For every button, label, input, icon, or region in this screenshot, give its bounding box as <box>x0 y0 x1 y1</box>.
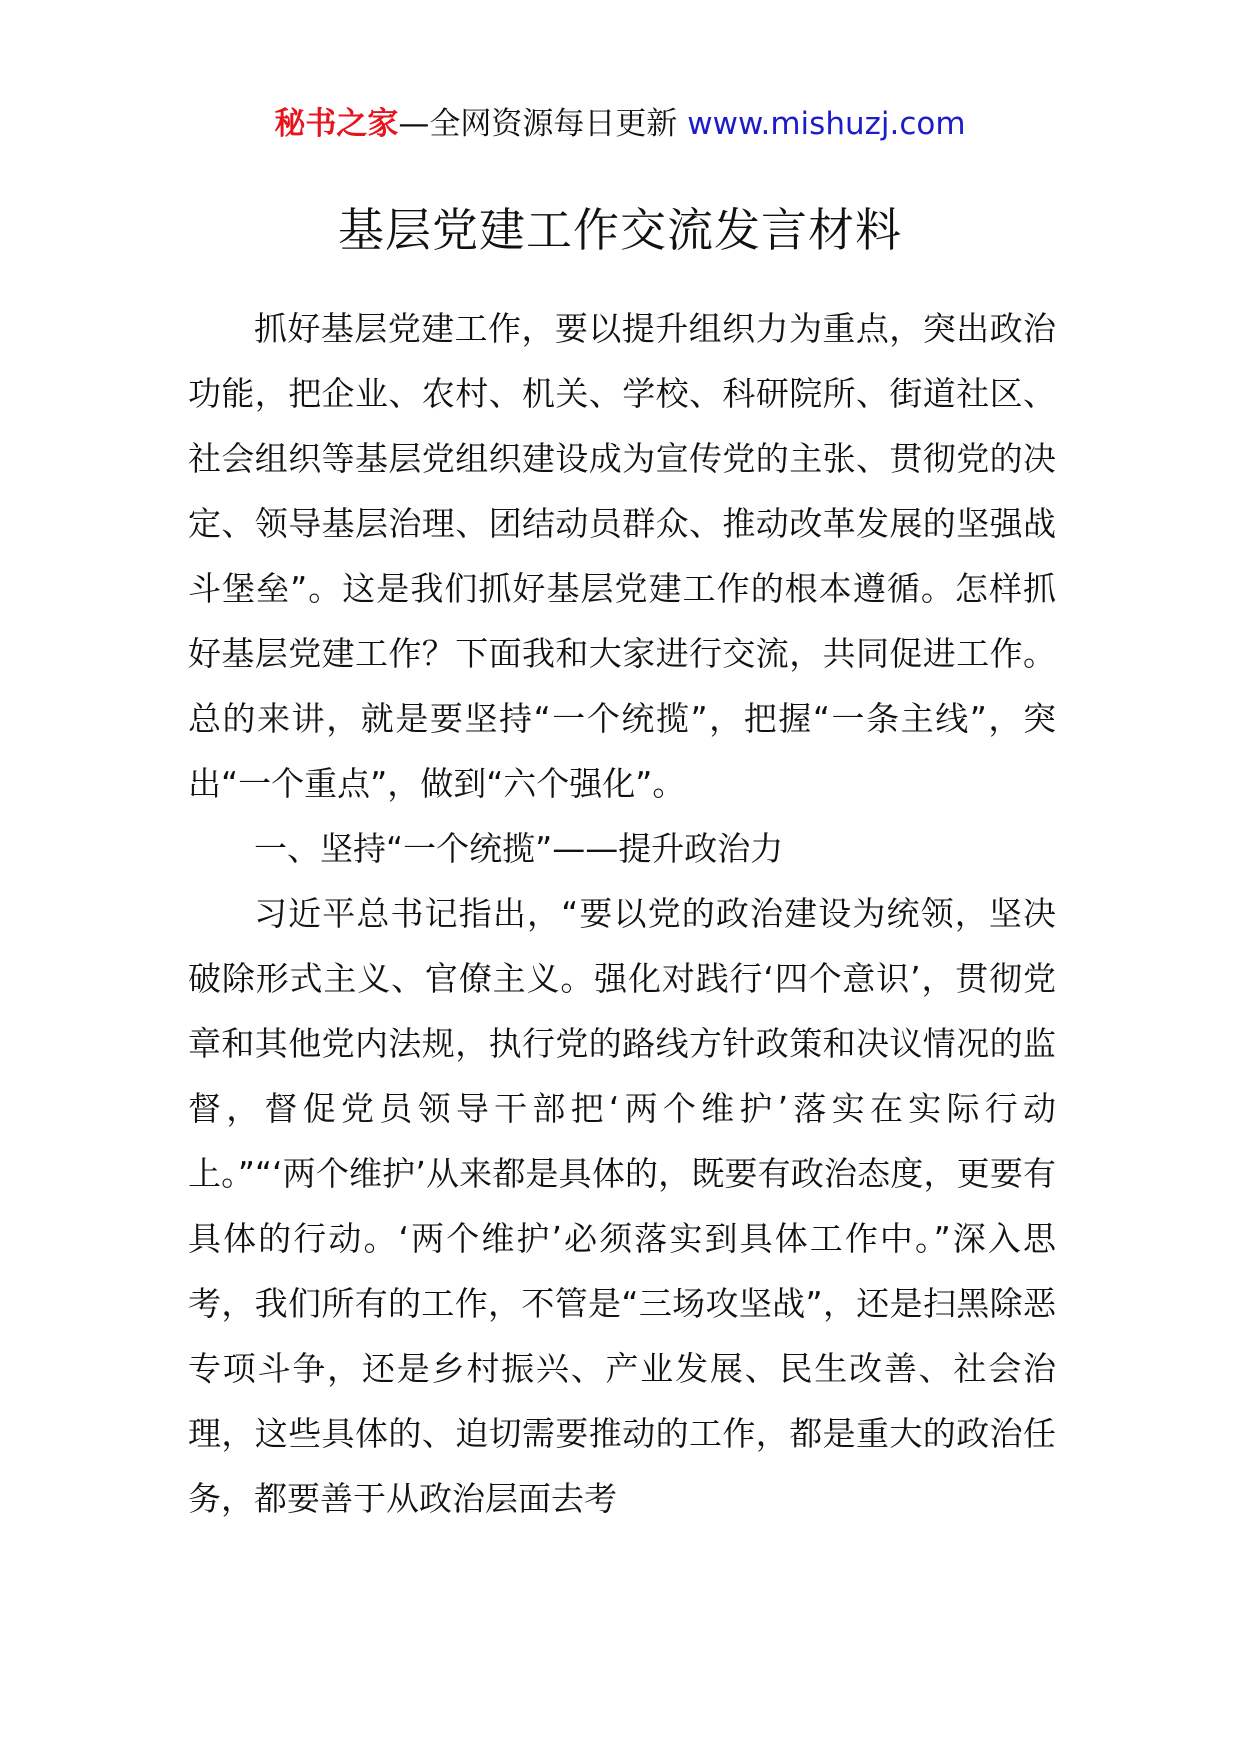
site-brand: 秘书之家 <box>274 106 399 142</box>
site-url-link[interactable]: www.mishuzj.com <box>687 106 966 142</box>
site-tagline: —全网资源每日更新 <box>398 106 678 142</box>
site-header <box>0 102 1240 146</box>
section-heading-1: 一、坚持“一个统揽”——提升政治力 <box>254 829 784 868</box>
paragraph-section-1: 习近平总书记指出，“要以党的政治建设为统领，坚决破除形式主义、官僚主义。强化对践行‘四个意识’，贯彻党章和其他党内法规，执行党的路线方针政策和决议情况的监督，督促党员领导干部把‘两个维护’落实在实际行动上。”“‘两个维护’从来都是具体的，既要有政治态度，更要有具体的行动。‘两个维护’必须落实到具体工作中。”深入思考，我们所有的工作，不管是“三场攻坚战”，还是扫黑除恶专项斗争，还是乡村振兴、产业发展、民生改善、社会治理，这些具体的、迫切需要推动的工作，都是重大的政治任务，都要善于从政治层面去考 <box>188 894 1056 1518</box>
document-body <box>188 296 1056 1531</box>
document-title: 基层党建工作交流发言材料 <box>338 203 902 257</box>
paragraph-intro: 抓好基层党建工作，要以提升组织力为重点，突出政治功能，把企业、农村、机关、学校、科研院所、街道社区、社会组织等基层党组织建设成为宣传党的主张、贯彻党的决定、领导基层治理、团结动员群众、推动改革发展的坚强战斗堡垒”。这是我们抓好基层党建工作的根本遵循。怎样抓好基层党建工作？下面我和大家进行交流，共同促进工作。总的来讲，就是要坚持“一个统揽”，把握“一条主线”，突出“一个重点”，做到“六个强化”。 <box>188 309 1056 803</box>
